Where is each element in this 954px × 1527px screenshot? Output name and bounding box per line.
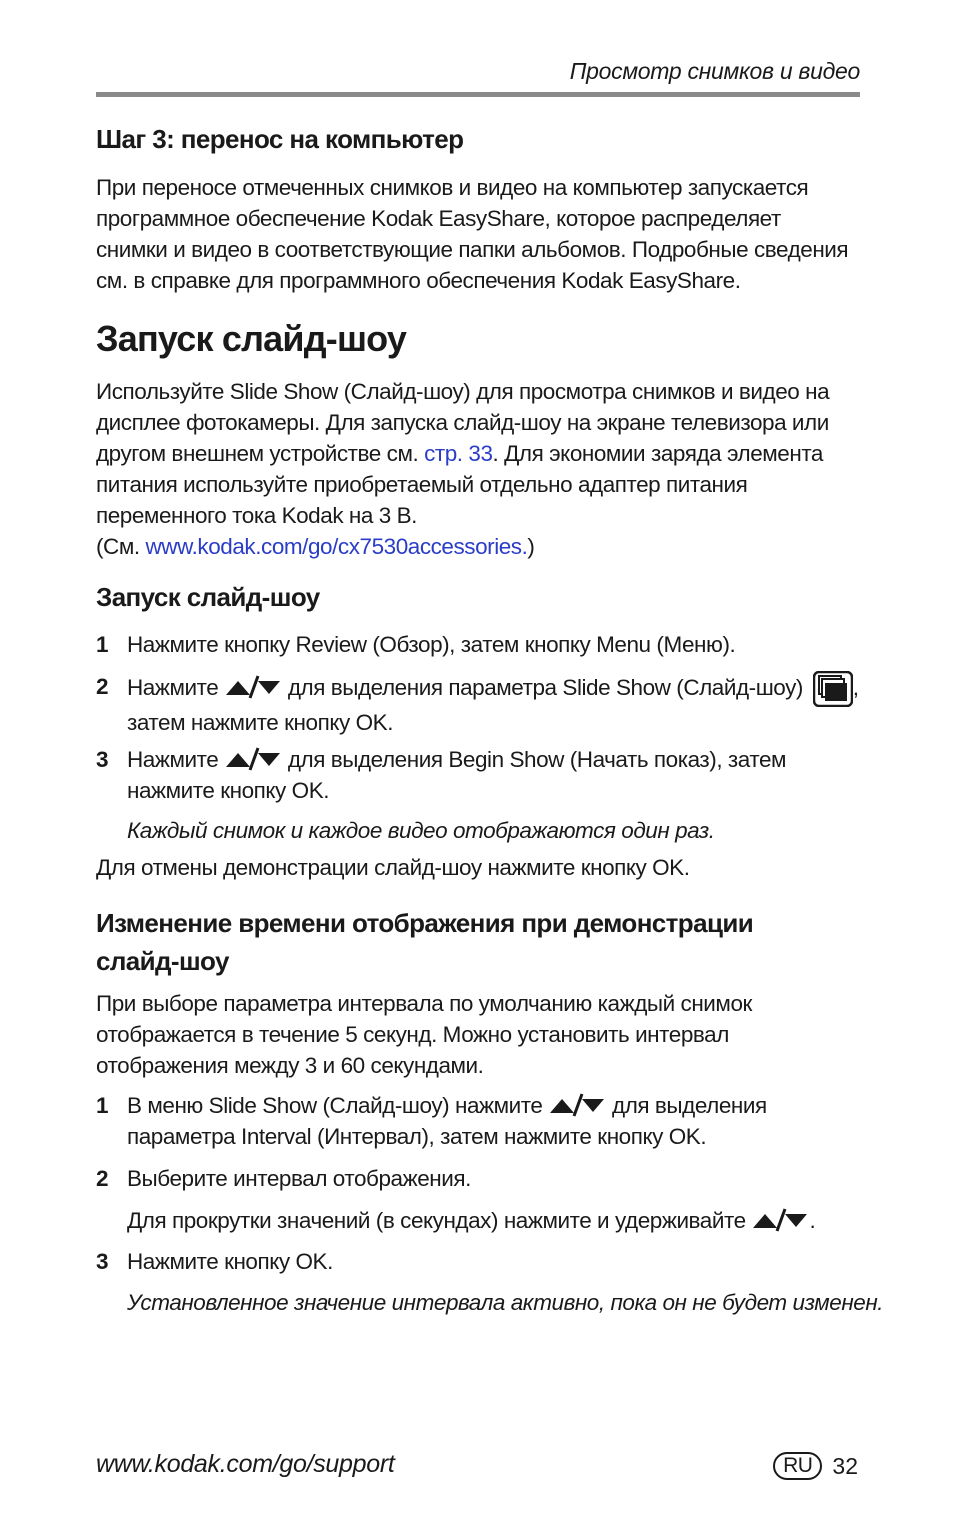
start-heading: Запуск слайд-шоу (96, 582, 320, 612)
intro-line: питания используйте приобретаемый отдельно адаптер питания (96, 472, 748, 497)
accessories-link[interactable]: www.kodak.com/go/cx7530accessories. (145, 534, 528, 559)
step-line: нажмите кнопку OK. (127, 778, 330, 803)
page-33-link[interactable]: стр. 33 (424, 441, 493, 466)
scroll-instruction (127, 1205, 815, 1236)
transfer-paragraph (96, 172, 866, 296)
step-number: 3 (96, 1249, 109, 1274)
slideshow-icon (813, 671, 853, 707)
intro-line: переменного тока Kodak на 3 В. (96, 503, 417, 528)
step-text: для выделения параметра Slide Show (Слайд-шоу) (282, 675, 809, 700)
step-text: Нажмите (127, 675, 225, 700)
step-text: для выделения Begin Show (Начать показ), затем (282, 747, 787, 772)
intro-line: дисплее фотокамеры. Для запуска слайд-шоу на экране телевизора или (96, 410, 829, 435)
intro-line (96, 438, 866, 469)
step-text: В меню Slide Show (Слайд-шоу) нажмите (127, 1093, 549, 1118)
intro-line (96, 531, 866, 562)
step-line (127, 744, 862, 775)
step-number: 2 (96, 1166, 109, 1191)
intro-text: . Для экономии заряда элемента (492, 441, 823, 466)
transfer-line: снимки и видео в соответствующие папки альбомов. Подробные сведения (96, 237, 849, 262)
up-down-arrows-icon (751, 1208, 809, 1232)
interval-paragraph (96, 988, 866, 1081)
up-down-arrows-icon (224, 675, 282, 699)
interval-line: отображения между 3 и 60 секундами. (96, 1053, 484, 1078)
cancel-text: Для отмены демонстрации слайд-шоу нажмите кнопку OK. (96, 855, 690, 880)
intro-line: Используйте Slide Show (Слайд-шоу) для просмотра снимков и видео на (96, 379, 830, 404)
step-text: Нажмите (127, 747, 225, 772)
start-note: Каждый снимок и каждое видео отображаются один раз. (127, 818, 715, 843)
page-header-title: Просмотр снимков и видео (569, 58, 860, 84)
header-rule (96, 92, 860, 97)
page-number: 32 (832, 1452, 858, 1479)
transfer-heading: Шаг 3: перенос на компьютер (96, 124, 464, 154)
step-line: параметра Interval (Интервал), затем нажмите кнопку OK. (127, 1124, 707, 1149)
interval-heading (96, 904, 753, 980)
step-text: Выберите интервал отображения. (127, 1166, 471, 1191)
slideshow-title: Запуск слайд-шоу (96, 318, 407, 359)
intro-text: другом внешнем устройстве см. (96, 441, 425, 466)
transfer-line: При переносе отмеченных снимков и видео на компьютер запускается (96, 175, 809, 200)
scroll-text: . (809, 1208, 816, 1233)
step-text: , (852, 675, 859, 700)
step-text: для выделения (606, 1093, 767, 1118)
transfer-line: см. в справке для программного обеспечения Kodak EasyShare. (96, 268, 741, 293)
language-badge: RU (773, 1452, 822, 1480)
step-line: затем нажмите кнопку OK. (127, 710, 393, 735)
step-text: Нажмите кнопку Review (Обзор), затем кнопку Menu (Меню). (127, 632, 736, 657)
step-number: 2 (96, 674, 109, 699)
step-line (127, 671, 862, 707)
interval-line: отображается в течение 5 секунд. Можно установить интервал (96, 1022, 729, 1047)
up-down-arrows-icon (224, 747, 282, 771)
slideshow-intro (96, 376, 866, 562)
step-number: 3 (96, 747, 109, 772)
heading-line: Изменение времени отображения при демонстрации (96, 908, 754, 938)
transfer-line: программное обеспечение Kodak EasyShare, которое распределяет (96, 206, 781, 231)
interval-note: Установленное значение интервала активно, пока он не будет изменен. (127, 1290, 884, 1315)
step-number: 1 (96, 632, 109, 657)
scroll-text: Для прокрутки значений (в секундах) нажмите и удерживайте (127, 1208, 752, 1233)
step-line (127, 1090, 862, 1121)
intro-text: ) (527, 534, 535, 559)
up-down-arrows-icon (548, 1093, 606, 1117)
footer-url[interactable]: www.kodak.com/go/support (96, 1450, 395, 1478)
step-text: Нажмите кнопку OK. (127, 1249, 333, 1274)
heading-line: слайд-шоу (96, 946, 229, 976)
interval-line: При выборе параметра интервала по умолчанию каждый снимок (96, 991, 752, 1016)
step-number: 1 (96, 1093, 109, 1118)
intro-text: (См. (96, 534, 146, 559)
footer-right (773, 1452, 858, 1480)
